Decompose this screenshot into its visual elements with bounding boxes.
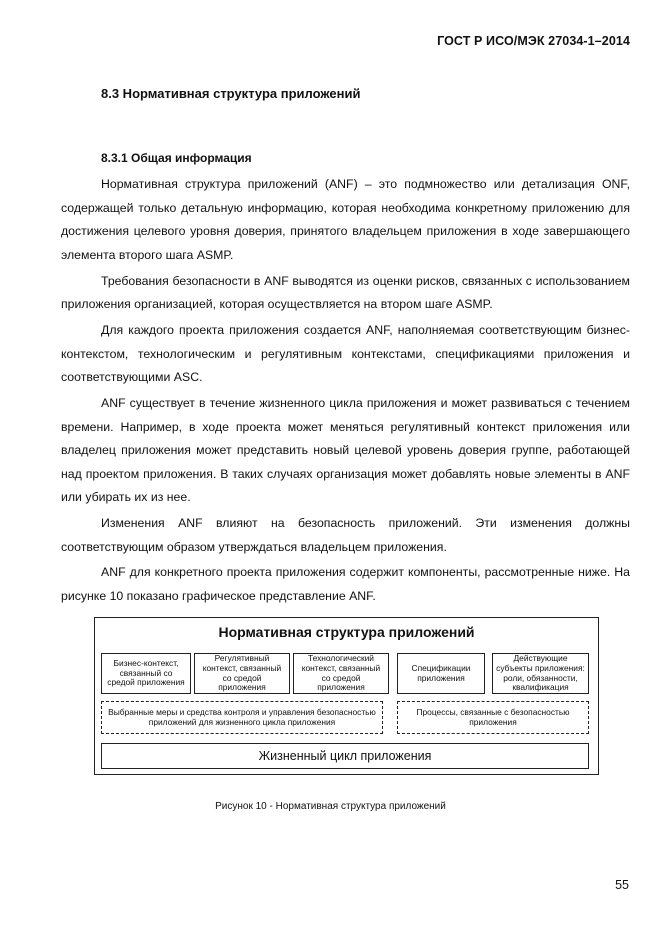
paragraph: ANF существует в течение жизненного цикла приложения и может развиваться с течением времени. Например, в ходе проекта может меняться регулятивный контекст приложения или владелец приложения может представить новый целевой уровень доверия группе, работающей над проектом приложения. В таких случаях организация может добавлять новые элементы в ANF или убирать их из нее. (61, 395, 630, 505)
security-controls-box: Выбранные меры и средства контроля и управления безопасностью приложений для жизненного цикла приложения (101, 701, 383, 734)
paragraph: ANF для конкретного проекта приложения содержит компоненты, рассмотренные ниже. На рисунке 10 показано графическое представление ANF. (61, 565, 630, 604)
page-number: 55 (615, 878, 629, 892)
paragraph: Для каждого проекта приложения создается ANF, наполняемая соответствующим бизнес-контекстом, технологическим и регулятивным контекстами, спецификациями приложения и соответствующими ASC. (61, 322, 630, 385)
security-processes-box: Процессы, связанные с безопасностью приложения (397, 701, 589, 734)
paragraph: Требования безопасности в ANF выводятся из оценки рисков, связанных с использованием приложения организацией, которая осуществляется на втором шаге ASMP. (61, 273, 630, 312)
paragraph: Изменения ANF влияют на безопасность приложений. Эти изменения должны соответствующим образом утверждаться владельцем приложения. (61, 516, 630, 554)
application-specifications-box: Спецификации приложения (397, 653, 485, 694)
application-actors-box: Действующие субъекты приложения: роли, обязанности, квалификация (492, 653, 589, 694)
regulatory-context-box: Регулятивный контекст, связанный со средой приложения (194, 653, 290, 694)
diagram-title: Нормативная структура приложений (218, 624, 475, 640)
technological-context-box: Технологический контекст, связанный со средой приложения (293, 653, 389, 694)
body-text (61, 173, 630, 611)
lifecycle-box: Жизненный цикл приложения (101, 743, 589, 769)
figure-caption: Рисунок 10 - Нормативная структура приложений (215, 801, 446, 812)
paragraph: Нормативная структура приложений (ANF) – это подмножество или детализация ONF, содержащей только детальную информацию, которая необходима конкретному приложению для достижения целевого уровня доверия, принятого владельцем приложения в ходе завершающего элемента второго шага ASMP. (61, 177, 630, 262)
subsection-title: 8.3.1 Общая информация (101, 151, 252, 165)
anf-diagram (94, 617, 599, 775)
section-title: 8.3 Нормативная структура приложений (101, 86, 361, 101)
business-context-box: Бизнес-контекст, связанный со средой приложения (101, 653, 191, 694)
document-header: ГОСТ Р ИСО/МЭК 27034-1–2014 (437, 34, 630, 48)
